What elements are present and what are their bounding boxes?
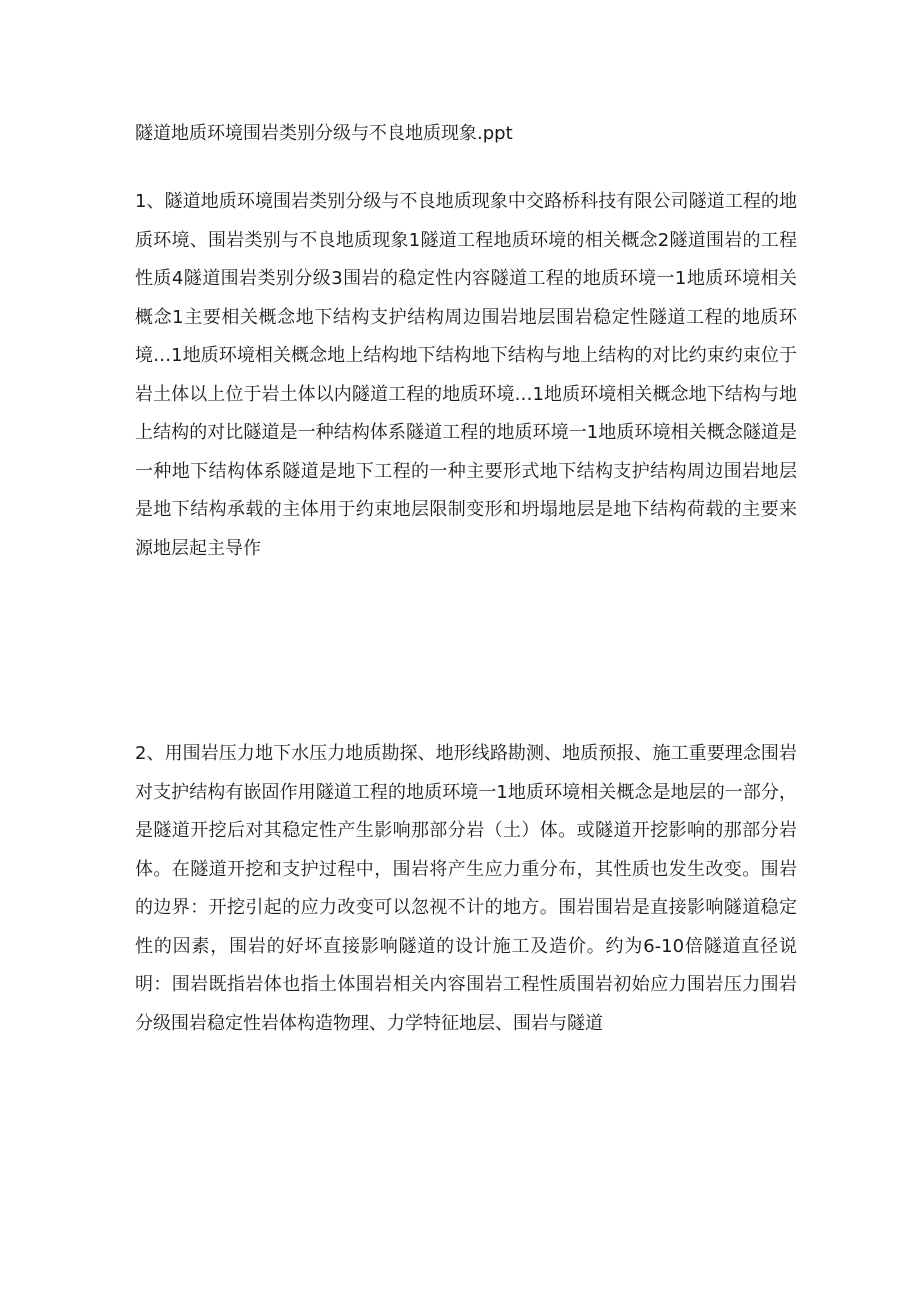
paragraph-2: 2、用围岩压力地下水压力地质勘探、地形线路勘测、地质预报、施工重要理念围岩对支护结构有嵌固作用隧道工程的地质环境一1地质环境相关概念是地层的一部分，是隧道开挖后对其稳定性产生影响那部分岩（土）体。或隧道开挖影响的那部分岩体。在隧道开挖和支护过程中，围岩将产生应力重分布，其性质也发生改变。围岩的边界：开挖引起的应力改变可以忽视不计的地方。围岩围岩是直接影响隧道稳定性的因素，围岩的好坏直接影响隧道的设计施工及造价。约为6-10倍隧道直径说明：围岩既指岩体也指土体围岩相关内容围岩工程性质围岩初始应力围岩压力围岩分级围岩稳定性岩体构造物理、力学特征地层、围岩与隧道 bbox=[135, 743, 797, 1034]
paragraph-1: 1、隧道地质环境围岩类别分级与不良地质现象中交路桥科技有限公司隧道工程的地质环境、围岩类别与不良地质现象1隧道工程地质环境的相关概念2隧道围岩的工程性质4隧道围岩类别分级3围岩的稳定性内容隧道工程的地质环境一1地质环境相关概念1主要相关概念地下结构支护结构周边围岩地层围岩稳定性隧道工程的地质环境…1地质环境相关概念地上结构地下结构地下结构与地上结构的对比约束约束位于岩土体以上位于岩土体以内隧道工程的地质环境…1地质环境相关概念地下结构与地上结构的对比隧道是一种结构体系隧道工程的地质环境一1地质环境相关概念隧道是一种地下结构体系隧道是地下工程的一种主要形式地下结构支护结构周边围岩地层是地下结构承载的主体用于约束地层限制变形和坍塌地层是地下结构荷载的主要来源地层起主导作 bbox=[135, 191, 797, 559]
document-title: 隧道地质环境围岩类别分级与不良地质现象.ppt bbox=[135, 123, 513, 144]
